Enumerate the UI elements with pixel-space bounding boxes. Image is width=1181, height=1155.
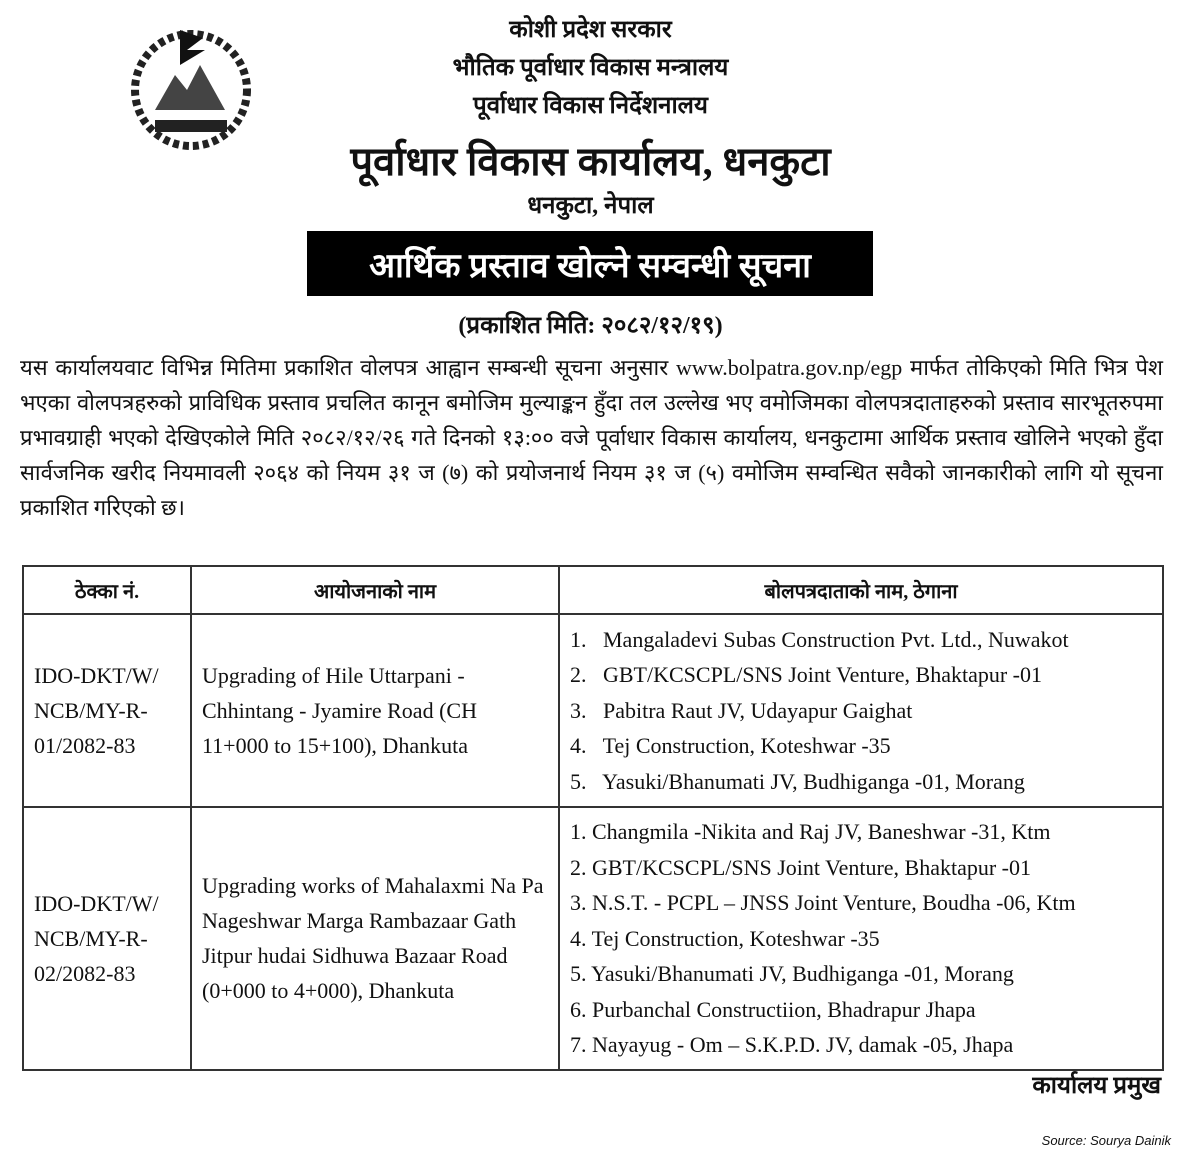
project-name: Upgrading works of Mahalaxmi Na Pa Nageshwar Marga Rambazaar Gath Jitpur hudai Sidhuwa Bazaar Road (0+000 to 4+000), Dhankuta bbox=[191, 807, 559, 1070]
notice-title: आर्थिक प्रस्ताव खोल्ने सम्वन्धी सूचना bbox=[307, 231, 873, 296]
header-line1: कोशी प्रदेश सरकार bbox=[509, 17, 672, 43]
bidder: 5. Yasuki/Bhanumati JV, Budhiganga -01, Morang bbox=[570, 768, 1025, 794]
published-date: (प्रकाशित मिति: २०८२/१२/१९) bbox=[458, 313, 723, 339]
bidder-list bbox=[559, 614, 1163, 807]
bidder: 3. N.S.T. - PCPL – JNSS Joint Venture, Boudha -06, Ktm bbox=[570, 890, 1076, 915]
source-credit: Source: Sourya Dainik bbox=[1041, 1133, 1171, 1148]
contract-no: IDO-DKT/W/ NCB/MY-R- 02/2082-83 bbox=[23, 807, 191, 1070]
header-project: आयोजनाको नाम bbox=[191, 566, 559, 614]
bidder: 4. Tej Construction, Koteshwar -35 bbox=[570, 733, 891, 759]
table-header-row bbox=[23, 566, 1163, 614]
header-bidders: बोलपत्रदाताको नाम, ठेगाना bbox=[559, 566, 1163, 614]
table-row bbox=[23, 807, 1163, 1070]
header-line2: भौतिक पूर्वाधार विकास मन्त्रालय bbox=[452, 55, 729, 81]
bidder: 2. GBT/KCSCPL/SNS Joint Venture, Bhaktapur -01 bbox=[570, 662, 1043, 688]
office-name: पूर्वाधार विकास कार्यालय, धनकुटा bbox=[350, 139, 831, 184]
bidder: 1. Changmila -Nikita and Raj JV, Baneshwar -31, Ktm bbox=[570, 819, 1051, 844]
contract-no: IDO-DKT/W/ NCB/MY-R- 01/2082-83 bbox=[23, 614, 191, 807]
bidder: 4. Tej Construction, Koteshwar -35 bbox=[570, 925, 880, 951]
signature: कार्यालय प्रमुख bbox=[1032, 1073, 1161, 1099]
bidder-list bbox=[559, 807, 1163, 1070]
office-location: धनकुटा, नेपाल bbox=[527, 193, 654, 219]
bidder: 5. Yasuki/Bhanumati JV, Budhiganga -01, Morang bbox=[570, 961, 1014, 986]
bidder: 1. Mangaladevi Subas Construction Pvt. Ltd., Nuwakot bbox=[570, 626, 1069, 652]
bidder: 2. GBT/KCSCPL/SNS Joint Venture, Bhaktapur -01 bbox=[570, 854, 1032, 880]
bidder: 6. Purbanchal Constructiion, Bhadrapur Jhapa bbox=[570, 996, 976, 1022]
project-name: Upgrading of Hile Uttarpani - Chhintang - Jyamire Road (CH 11+000 to 15+100), Dhankuta bbox=[191, 614, 559, 807]
bidder: 3. Pabitra Raut JV, Udayapur Gaighat bbox=[570, 697, 913, 723]
header-line3: पूर्वाधार विकास निर्देशनालय bbox=[473, 93, 708, 119]
notice-body: यस कार्यालयवाट विभिन्न मितिमा प्रकाशित वोलपत्र आह्वान सम्बन्धी सूचना अनुसार www.bolpatra.gov.np/egp मार्फत तोकिएको मिति भित्र पेश भएका वोलपत्रहरुको प्राविधिक प्रस्ताव प्रचलित कानून बमोजिम मुल्याङ्कन हुँदा तल उल्लेख भए वमोजिमका वोलपत्रदाताहरुको प्रस्ताव सारभूतरुपमा प्रभावग्राही भएको देखिएकोले मिति २०८२/१२/२६ गते दिनको १३:०० वजे पूर्वाधार विकास कार्यालय, धनकुटामा आर्थिक प्रस्ताव खोलिने भएको हुँदा सार्वजनिक खरीद नियमावली २०६४ को नियम ३१ ज (७) को प्रयोजनार्थ नियम ३१ ज (५) वमोजिम सम्वन्धित सवैको जानकारीको लागि यो सूचना प्रकाशित गरिएको छ। bbox=[20, 355, 1163, 520]
bidders-table bbox=[22, 565, 1164, 1071]
table-row bbox=[23, 614, 1163, 807]
header-contract-no: ठेक्का नं. bbox=[23, 566, 191, 614]
bidder: 7. Nayayug - Om – S.K.P.D. JV, damak -05, Jhapa bbox=[570, 1032, 1014, 1057]
